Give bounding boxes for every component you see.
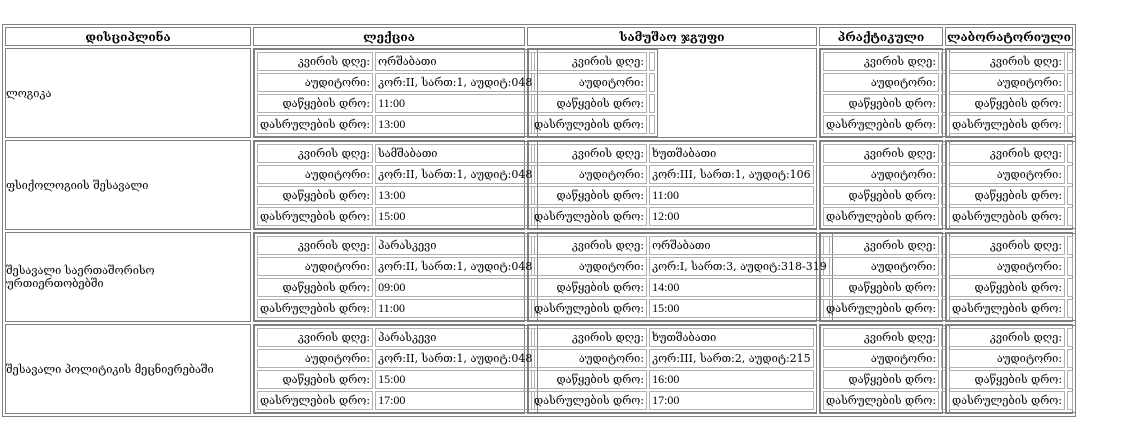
value-start <box>1067 186 1073 205</box>
table-row <box>5 232 1073 322</box>
value-start: 09:00 <box>375 278 535 297</box>
workgroup-slot <box>528 141 817 229</box>
label-day: კვირის დღე: <box>257 328 373 347</box>
label-room: აუდიტორი: <box>823 257 939 276</box>
value-start: 14:00 <box>649 278 830 297</box>
label-end: დასრულების დრო: <box>257 299 373 318</box>
label-room: აუდიტორი: <box>531 257 647 276</box>
label-end: დასრულების დრო: <box>531 391 647 410</box>
label-room: აუდიტორი: <box>257 349 373 368</box>
value-end <box>1067 207 1073 226</box>
lab-cell <box>945 232 1073 322</box>
value-end: 11:00 <box>375 299 535 318</box>
label-start: დაწყების დრო: <box>823 370 939 389</box>
value-day <box>1067 52 1073 71</box>
lab-slot <box>946 325 1076 413</box>
label-start: დაწყების დრო: <box>531 186 647 205</box>
value-room <box>649 73 655 92</box>
label-end: დასრულების დრო: <box>949 115 1065 134</box>
value-end <box>1067 115 1073 134</box>
header-row <box>5 27 1073 46</box>
label-end: დასრულების დრო: <box>531 207 647 226</box>
label-day: კვირის დღე: <box>823 328 939 347</box>
label-day: კვირის დღე: <box>949 144 1065 163</box>
subject-cell: შესავალი პოლიტიკის მეცნიერებაში <box>5 324 251 414</box>
value-room <box>1067 165 1073 184</box>
value-room: კორ:III, სართ:2, აუდიტ:215 <box>649 349 814 368</box>
value-end <box>1067 299 1073 318</box>
label-room: აუდიტორი: <box>949 349 1065 368</box>
value-start: 11:00 <box>649 186 814 205</box>
subject-cell: ლოგიკა <box>5 48 251 138</box>
workgroup-slot <box>528 233 833 321</box>
label-end: დასრულების დრო: <box>257 115 373 134</box>
value-day: ხუთშაბათი <box>649 144 814 163</box>
value-end: 13:00 <box>375 115 535 134</box>
practical-cell <box>819 324 943 414</box>
label-room: აუდიტორი: <box>531 165 647 184</box>
label-start: დაწყების დრო: <box>531 278 647 297</box>
label-day: კვირის დღე: <box>531 144 647 163</box>
value-end: 15:00 <box>375 207 535 226</box>
label-end: დასრულების დრო: <box>823 391 939 410</box>
value-day: ორშაბათი <box>649 236 830 255</box>
value-room: კორ:II, სართ:1, აუდიტ:048 <box>375 73 535 92</box>
label-day: კვირის დღე: <box>949 52 1065 71</box>
value-start: 15:00 <box>375 370 535 389</box>
label-room: აუდიტორი: <box>823 73 939 92</box>
value-room: კორ:II, სართ:1, აუდიტ:048 <box>375 257 535 276</box>
value-start <box>649 94 655 113</box>
label-start: დაწყების დრო: <box>823 186 939 205</box>
value-end: 17:00 <box>649 391 814 410</box>
label-start: დაწყების დრო: <box>949 94 1065 113</box>
value-day <box>1067 328 1073 347</box>
workgroup-cell <box>527 232 827 322</box>
practical-slot <box>820 325 950 413</box>
label-start: დაწყების დრო: <box>257 278 373 297</box>
value-start: 13:00 <box>375 186 535 205</box>
value-room: კორ:III, სართ:1, აუდიტ:106 <box>649 165 814 184</box>
lecture-slot <box>254 233 538 321</box>
value-day: პარასკევი <box>375 236 535 255</box>
table-row <box>5 140 1073 230</box>
value-start: 16:00 <box>649 370 814 389</box>
label-day: კვირის დღე: <box>531 236 647 255</box>
workgroup-cell <box>527 140 817 230</box>
workgroup-slot <box>528 325 817 413</box>
label-start: დაწყების დრო: <box>257 186 373 205</box>
label-room: აუდიტორი: <box>823 165 939 184</box>
value-room <box>1067 349 1073 368</box>
value-end <box>1067 391 1073 410</box>
value-room <box>1067 257 1073 276</box>
lecture-slot <box>254 141 538 229</box>
label-day: კვირის დღე: <box>823 52 939 71</box>
subject-cell: ფსიქოლოგიის შესავალი <box>5 140 251 230</box>
practical-slot <box>820 233 950 321</box>
value-room: კორ:I, სართ:3, აუდიტ:318-319 <box>649 257 830 276</box>
lecture-slot <box>254 325 538 413</box>
value-day: ხუთშაბათი <box>649 328 814 347</box>
label-end: დასრულების დრო: <box>823 207 939 226</box>
table-row <box>5 48 1073 138</box>
label-start: დაწყების დრო: <box>531 370 647 389</box>
label-day: კვირის დღე: <box>257 52 373 71</box>
value-end: 17:00 <box>375 391 535 410</box>
label-room: აუდიტორი: <box>949 165 1065 184</box>
header-lab: ლაბორატორიული <box>945 27 1073 46</box>
value-start <box>1067 370 1073 389</box>
value-start: 11:00 <box>375 94 535 113</box>
lecture-cell <box>253 324 533 414</box>
practical-cell <box>819 232 943 322</box>
label-end: დასრულების დრო: <box>949 207 1065 226</box>
value-room: კორ:II, სართ:1, აუდიტ:048 <box>375 165 535 184</box>
value-day: ორშაბათი <box>375 52 535 71</box>
lab-slot <box>946 49 1076 137</box>
value-end: 15:00 <box>649 299 830 318</box>
workgroup-slot <box>528 49 658 137</box>
practical-slot <box>820 141 950 229</box>
value-day: სამშაბათი <box>375 144 535 163</box>
value-room: კორ:II, სართ:1, აუდიტ:048 <box>375 349 535 368</box>
label-start: დაწყების დრო: <box>949 278 1065 297</box>
label-start: დაწყების დრო: <box>823 278 939 297</box>
value-end <box>649 115 655 134</box>
practical-slot <box>820 49 950 137</box>
header-lecture: ლექცია <box>253 27 525 46</box>
lab-cell <box>945 140 1073 230</box>
label-day: კვირის დღე: <box>531 52 647 71</box>
subject-cell: შესავალი საერთაშორისო ურთიერთობებში <box>5 232 251 322</box>
label-day: კვირის დღე: <box>949 236 1065 255</box>
label-day: კვირის დღე: <box>531 328 647 347</box>
table-row <box>5 324 1073 414</box>
practical-cell <box>819 140 943 230</box>
label-room: აუდიტორი: <box>257 73 373 92</box>
label-room: აუდიტორი: <box>257 257 373 276</box>
lecture-cell <box>253 140 533 230</box>
value-end: 12:00 <box>649 207 814 226</box>
label-end: დასრულების დრო: <box>531 299 647 318</box>
label-end: დასრულების დრო: <box>531 115 647 134</box>
value-room <box>1067 73 1073 92</box>
label-start: დაწყების დრო: <box>531 94 647 113</box>
lab-slot <box>946 141 1076 229</box>
header-practical: პრაქტიკული <box>819 27 943 46</box>
label-room: აუდიტორი: <box>531 349 647 368</box>
label-end: დასრულების დრო: <box>823 115 939 134</box>
schedule-table <box>2 24 1076 417</box>
label-start: დაწყების დრო: <box>257 370 373 389</box>
value-day <box>1067 236 1073 255</box>
lab-slot <box>946 233 1076 321</box>
label-end: დასრულების დრო: <box>257 207 373 226</box>
label-room: აუდიტორი: <box>823 349 939 368</box>
label-end: დასრულების დრო: <box>823 299 939 318</box>
header-workgroup: სამუშაო ჯგუფი <box>527 27 817 46</box>
label-day: კვირის დღე: <box>823 144 939 163</box>
lecture-cell <box>253 48 533 138</box>
practical-cell <box>819 48 943 138</box>
label-end: დასრულების დრო: <box>949 391 1065 410</box>
label-end: დასრულების დრო: <box>949 299 1065 318</box>
label-start: დაწყების დრო: <box>949 370 1065 389</box>
value-start <box>1067 94 1073 113</box>
label-day: კვირის დღე: <box>949 328 1065 347</box>
workgroup-cell <box>527 324 817 414</box>
lab-cell <box>945 48 1073 138</box>
label-start: დაწყების დრო: <box>949 186 1065 205</box>
value-day <box>1067 144 1073 163</box>
label-room: აუდიტორი: <box>531 73 647 92</box>
value-day <box>649 52 655 71</box>
label-start: დაწყების დრო: <box>257 94 373 113</box>
label-room: აუდიტორი: <box>949 73 1065 92</box>
value-day: პარასკევი <box>375 328 535 347</box>
lecture-cell <box>253 232 533 322</box>
lab-cell <box>945 324 1073 414</box>
lecture-slot <box>254 49 538 137</box>
workgroup-cell <box>527 48 817 138</box>
label-room: აუდიტორი: <box>949 257 1065 276</box>
label-end: დასრულების დრო: <box>257 391 373 410</box>
label-day: კვირის დღე: <box>257 236 373 255</box>
value-start <box>1067 278 1073 297</box>
label-start: დაწყების დრო: <box>823 94 939 113</box>
label-day: კვირის დღე: <box>823 236 939 255</box>
label-room: აუდიტორი: <box>257 165 373 184</box>
header-discipline: დისციპლინა <box>5 27 251 46</box>
label-day: კვირის დღე: <box>257 144 373 163</box>
